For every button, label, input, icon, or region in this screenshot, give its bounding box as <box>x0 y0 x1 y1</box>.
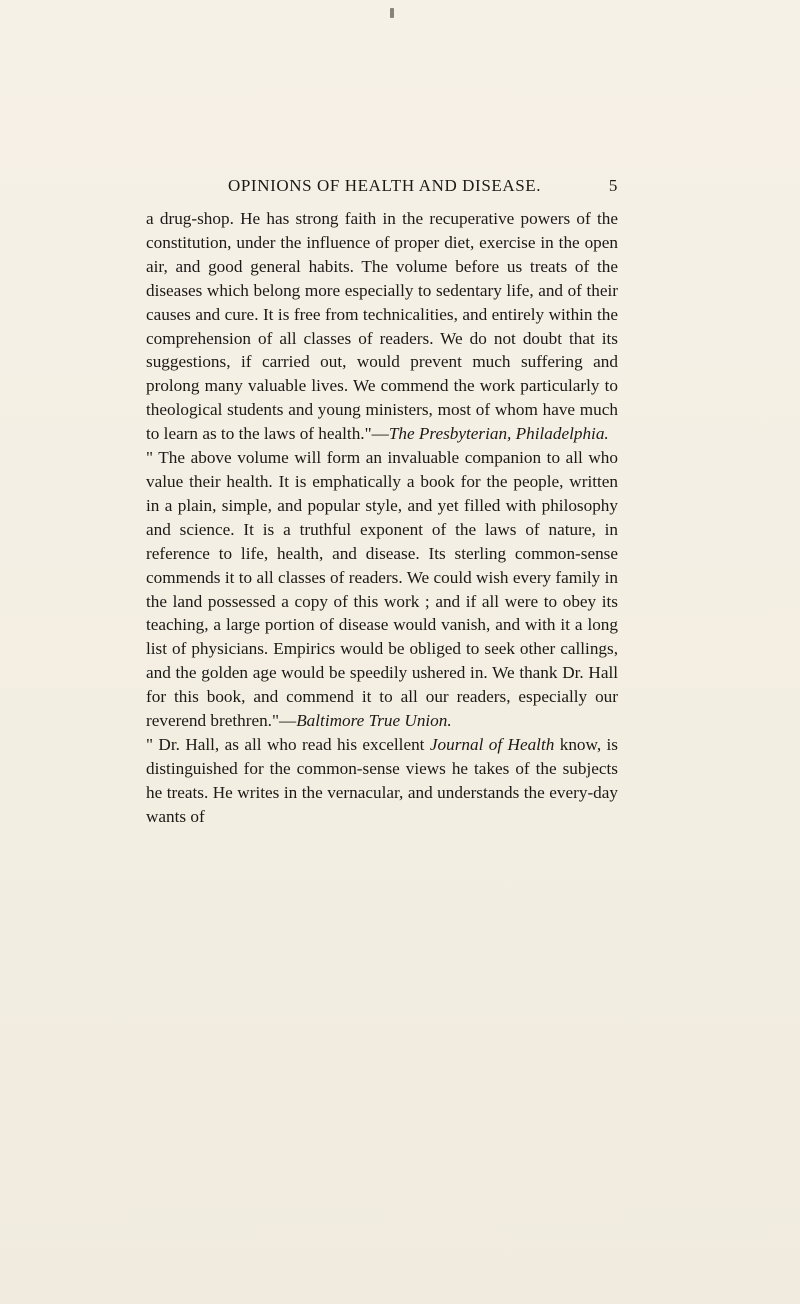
source-attribution: Baltimore True Union. <box>296 711 452 731</box>
scan-speck <box>390 8 394 18</box>
source-attribution: The Presbyterian, Philadelphia. <box>388 424 609 444</box>
paragraph-presbyterian-review <box>146 207 618 446</box>
paragraph-text: know, is distinguished for the common-sense views he takes of the subjects he treats. He writes in the vernacular, and understands the every-day wants of <box>146 734 618 826</box>
paragraph-true-union-review <box>146 446 618 733</box>
paragraph-journal-review <box>146 733 618 829</box>
paragraph-text: " Dr. Hall, as all who read his excellent <box>146 734 430 754</box>
page-number: 5 <box>608 176 618 195</box>
paragraph-text: a drug-shop. He has strong faith in the recuperative powers of the constitution, under the influence of proper diet, exercise in the open air, and good general habits. The volume before us treats of the diseases which belong more especially to sedentary life, and of their causes and cure. It is free from technicalities, and entirely within the comprehension of all classes of readers. We do not doubt that its suggestions, if carried out, would prevent much suffering and prolong many valuable lives. We commend the work particularly to theological students and young ministers, most of whom have much to learn as to the laws of health."— <box>146 209 618 444</box>
paragraph-text: " The above volume will form an invaluable companion to all who value their health. It is emphatically a book for the people, written in a plain, simple, and popular style, and yet filled with philosophy and science. It is a truthful exponent of the laws of nature, in reference to life, health, and disease. Its sterling common-sense commends it to all classes of readers. We could wish every family in the land possessed a copy of this work ; and if all were to obey its teaching, a large portion of disease would vanish, and with it a long list of physicians. Empirics would be obliged to seek other callings, and the golden age would be speedily ushered in. We thank Dr. Hall for this book, and commend it to all our readers, especially our reverend brethren."— <box>146 448 618 731</box>
body-text <box>146 207 618 829</box>
running-title: OPINIONS OF HEALTH AND DISEASE. <box>228 176 542 195</box>
running-header <box>228 176 618 196</box>
journal-title: Journal of Health <box>429 734 555 754</box>
